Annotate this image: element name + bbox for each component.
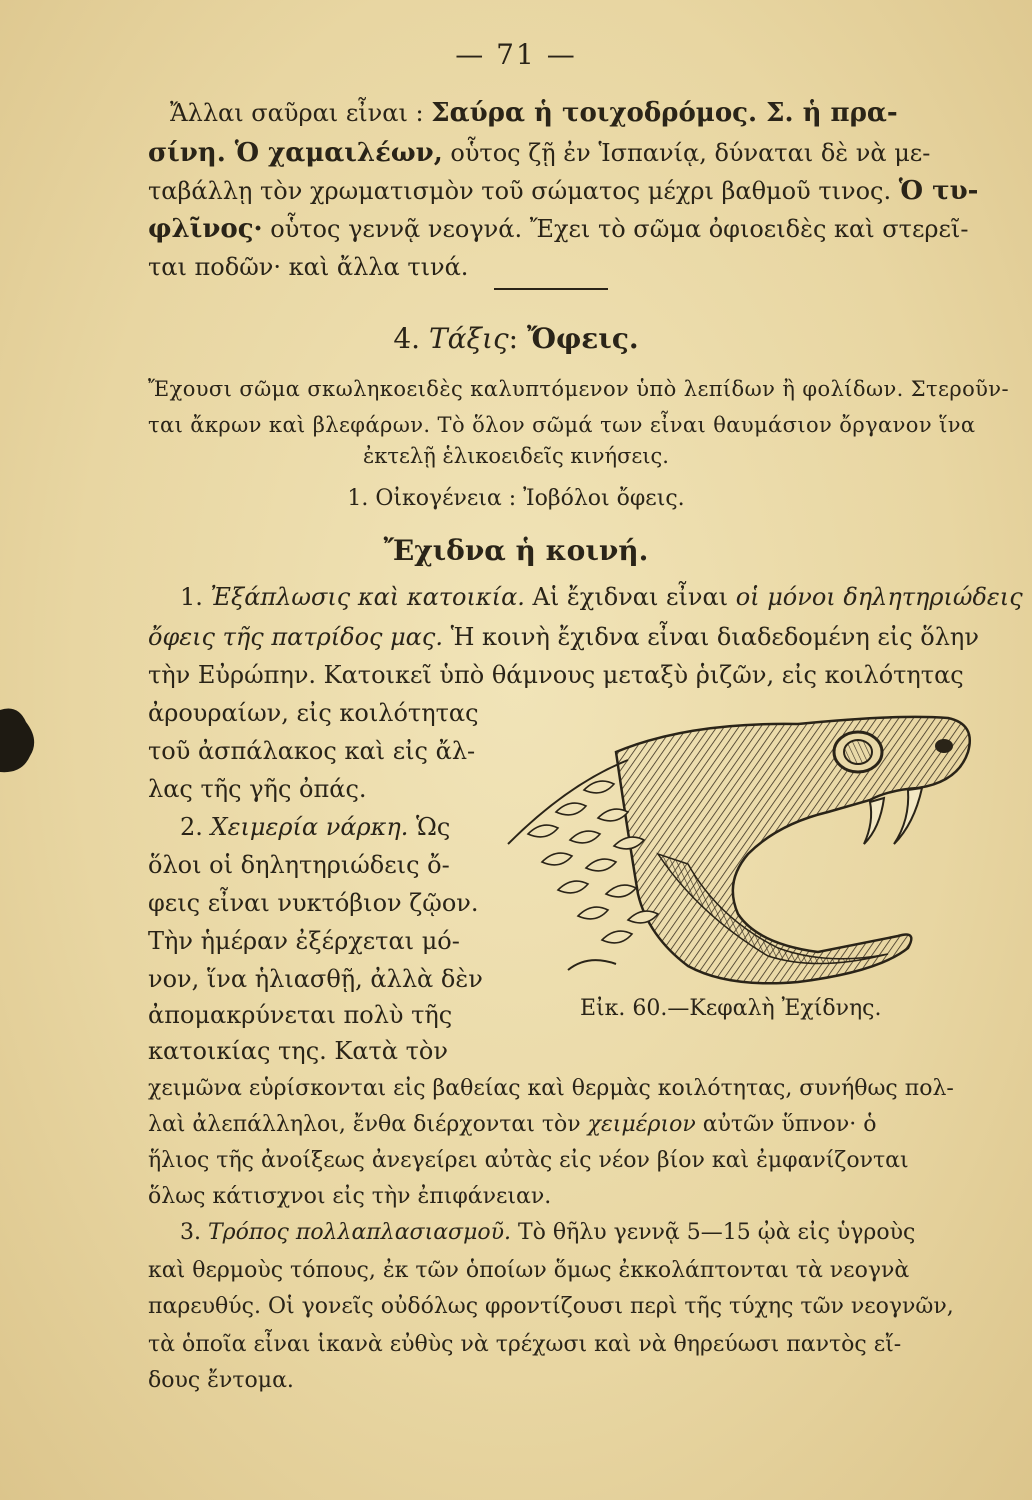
figure-caption: Εἰκ. 60.—Κεφαλὴ Ἐχίδνης. xyxy=(580,996,882,1021)
body-p1-line4: ἀρουραίων, εἰς κοιλότητας xyxy=(148,699,479,727)
para1-line3: ταβάλλῃ τὸν χρωματισμὸν τοῦ σώματος μέχρι βαθμοῦ τινος. Ὁ τυ- xyxy=(148,176,979,206)
para1-line4: φλῖνος· οὗτος γεννᾷ νεογνά. Ἔχει τὸ σῶμα ὀφιοειδὲς καὶ στερεῖ- xyxy=(148,214,969,244)
para2-line1: Ἔχουσι σῶμα σκωληκοειδὲς καλυπτόμενον ὑπὸ λεπίδων ἢ φολίδων. Στεροῦν- xyxy=(148,377,1009,401)
body-p2-line11: ὅλως κάτισχνοι εἰς τὴν ἐπιφάνειαν. xyxy=(148,1184,552,1209)
body-p1-line6: λας τῆς γῆς ὀπάς. xyxy=(148,775,367,803)
body-p2-line2: ὅλοι οἱ δηλητηριώδεις ὄ- xyxy=(148,851,450,879)
body-p3-line5: δους ἔντομα. xyxy=(148,1368,294,1393)
family-heading: 1. Οἰκογένεια : Ἰοβόλοι ὄφεις. xyxy=(347,486,685,511)
species-title: Ἔχιδνα ἡ κοινή. xyxy=(383,534,649,567)
body-p3-line3: παρευθύς. Οἱ γονεῖς οὐδόλως φροντίζουσι περὶ τῆς τύχης τῶν νεογνῶν, xyxy=(148,1294,954,1319)
body-p2-line5: νον, ἵνα ἡλιασθῇ, ἀλλὰ δὲν xyxy=(148,965,483,993)
body-p2-line4: Τὴν ἡμέραν ἐξέρχεται μό- xyxy=(148,927,460,955)
viper-head-illustration xyxy=(498,704,984,994)
body-p1-line5: τοῦ ἀσπάλακος καὶ εἰς ἄλ- xyxy=(148,737,476,765)
body-p2-line8: χειμῶνα εὑρίσκονται εἰς βαθείας καὶ θερμὰς κοιλότητας, συνήθως πολ- xyxy=(148,1076,954,1101)
body-p1-line2: ὄφεις τῆς πατρίδος μας. Ἡ κοινὴ ἔχιδνα εἶναι διαδεδομένη εἰς ὅλην xyxy=(148,623,979,651)
para1-line1: Ἄλλαι σαῦραι εἶναι : Σαύρα ἡ τοιχοδρόμος. Σ. ἡ πρα- xyxy=(170,98,898,128)
section-heading: 4. Τάξις: Ὄφεις. xyxy=(393,322,639,355)
page-number: — 71 — xyxy=(455,38,577,71)
body-p2-line9: λαὶ ἀλεπάλληλοι, ἔνθα διέρχονται τὸν χειμέριον αὐτῶν ὕπνον· ὁ xyxy=(148,1112,877,1137)
body-p3-line2: καὶ θερμοὺς τόπους, ἐκ τῶν ὁποίων ὅμως ἐκκολάπτονται τὰ νεογνὰ xyxy=(148,1258,910,1283)
section-divider xyxy=(494,288,608,290)
para2-line2: ται ἄκρων καὶ βλεφάρων. Τὸ ὅλον σῶμά των εἶναι θαυμάσιον ὄργανον ἵνα xyxy=(148,413,976,437)
body-p2-line10: ἥλιος τῆς ἀνοίξεως ἀνεγείρει αὐτὰς εἰς νέον βίον καὶ ἐμφανίζονται xyxy=(148,1148,909,1173)
body-p2-line1: 2. Χειμερία νάρκη. Ὡς xyxy=(180,813,451,841)
body-p1-line1: 1. Ἐξάπλωσις καὶ κατοικία. Αἱ ἔχιδναι εἶναι οἱ μόνοι δηλητηριώδεις xyxy=(180,583,1023,611)
para1-line5: ται ποδῶν· καὶ ἄλλα τινά. xyxy=(148,253,469,281)
ink-blot xyxy=(0,700,44,780)
body-p3-line4: τὰ ὁποῖα εἶναι ἱκανὰ εὐθὺς νὰ τρέχωσι καὶ νὰ θηρεύωσι παντὸς εἴ- xyxy=(148,1332,902,1357)
body-p3-line1: 3. Τρόπος πολλαπλασιασμοῦ. Τὸ θῆλυ γεννᾷ 5—15 ᾠὰ εἰς ὑγροὺς xyxy=(180,1220,916,1245)
para2-line3: ἐκτελῇ ἑλικοειδεῖς κινήσεις. xyxy=(363,444,669,468)
para1-line2: σίνη. Ὁ χαμαιλέων, οὗτος ζῇ ἐν Ἱσπανίᾳ, δύναται δὲ νὰ με- xyxy=(148,138,931,168)
body-p2-line7: κατοικίας της. Κατὰ τὸν xyxy=(148,1037,448,1065)
body-p2-line6: ἀπομακρύνεται πολὺ τῆς xyxy=(148,1001,453,1029)
body-p1-line3: τὴν Εὐρώπην. Κατοικεῖ ὑπὸ θάμνους μεταξὺ ῥιζῶν, εἰς κοιλότητας xyxy=(148,661,964,689)
body-p2-line3: φεις εἶναι νυκτόβιον ζῷον. xyxy=(148,889,479,917)
